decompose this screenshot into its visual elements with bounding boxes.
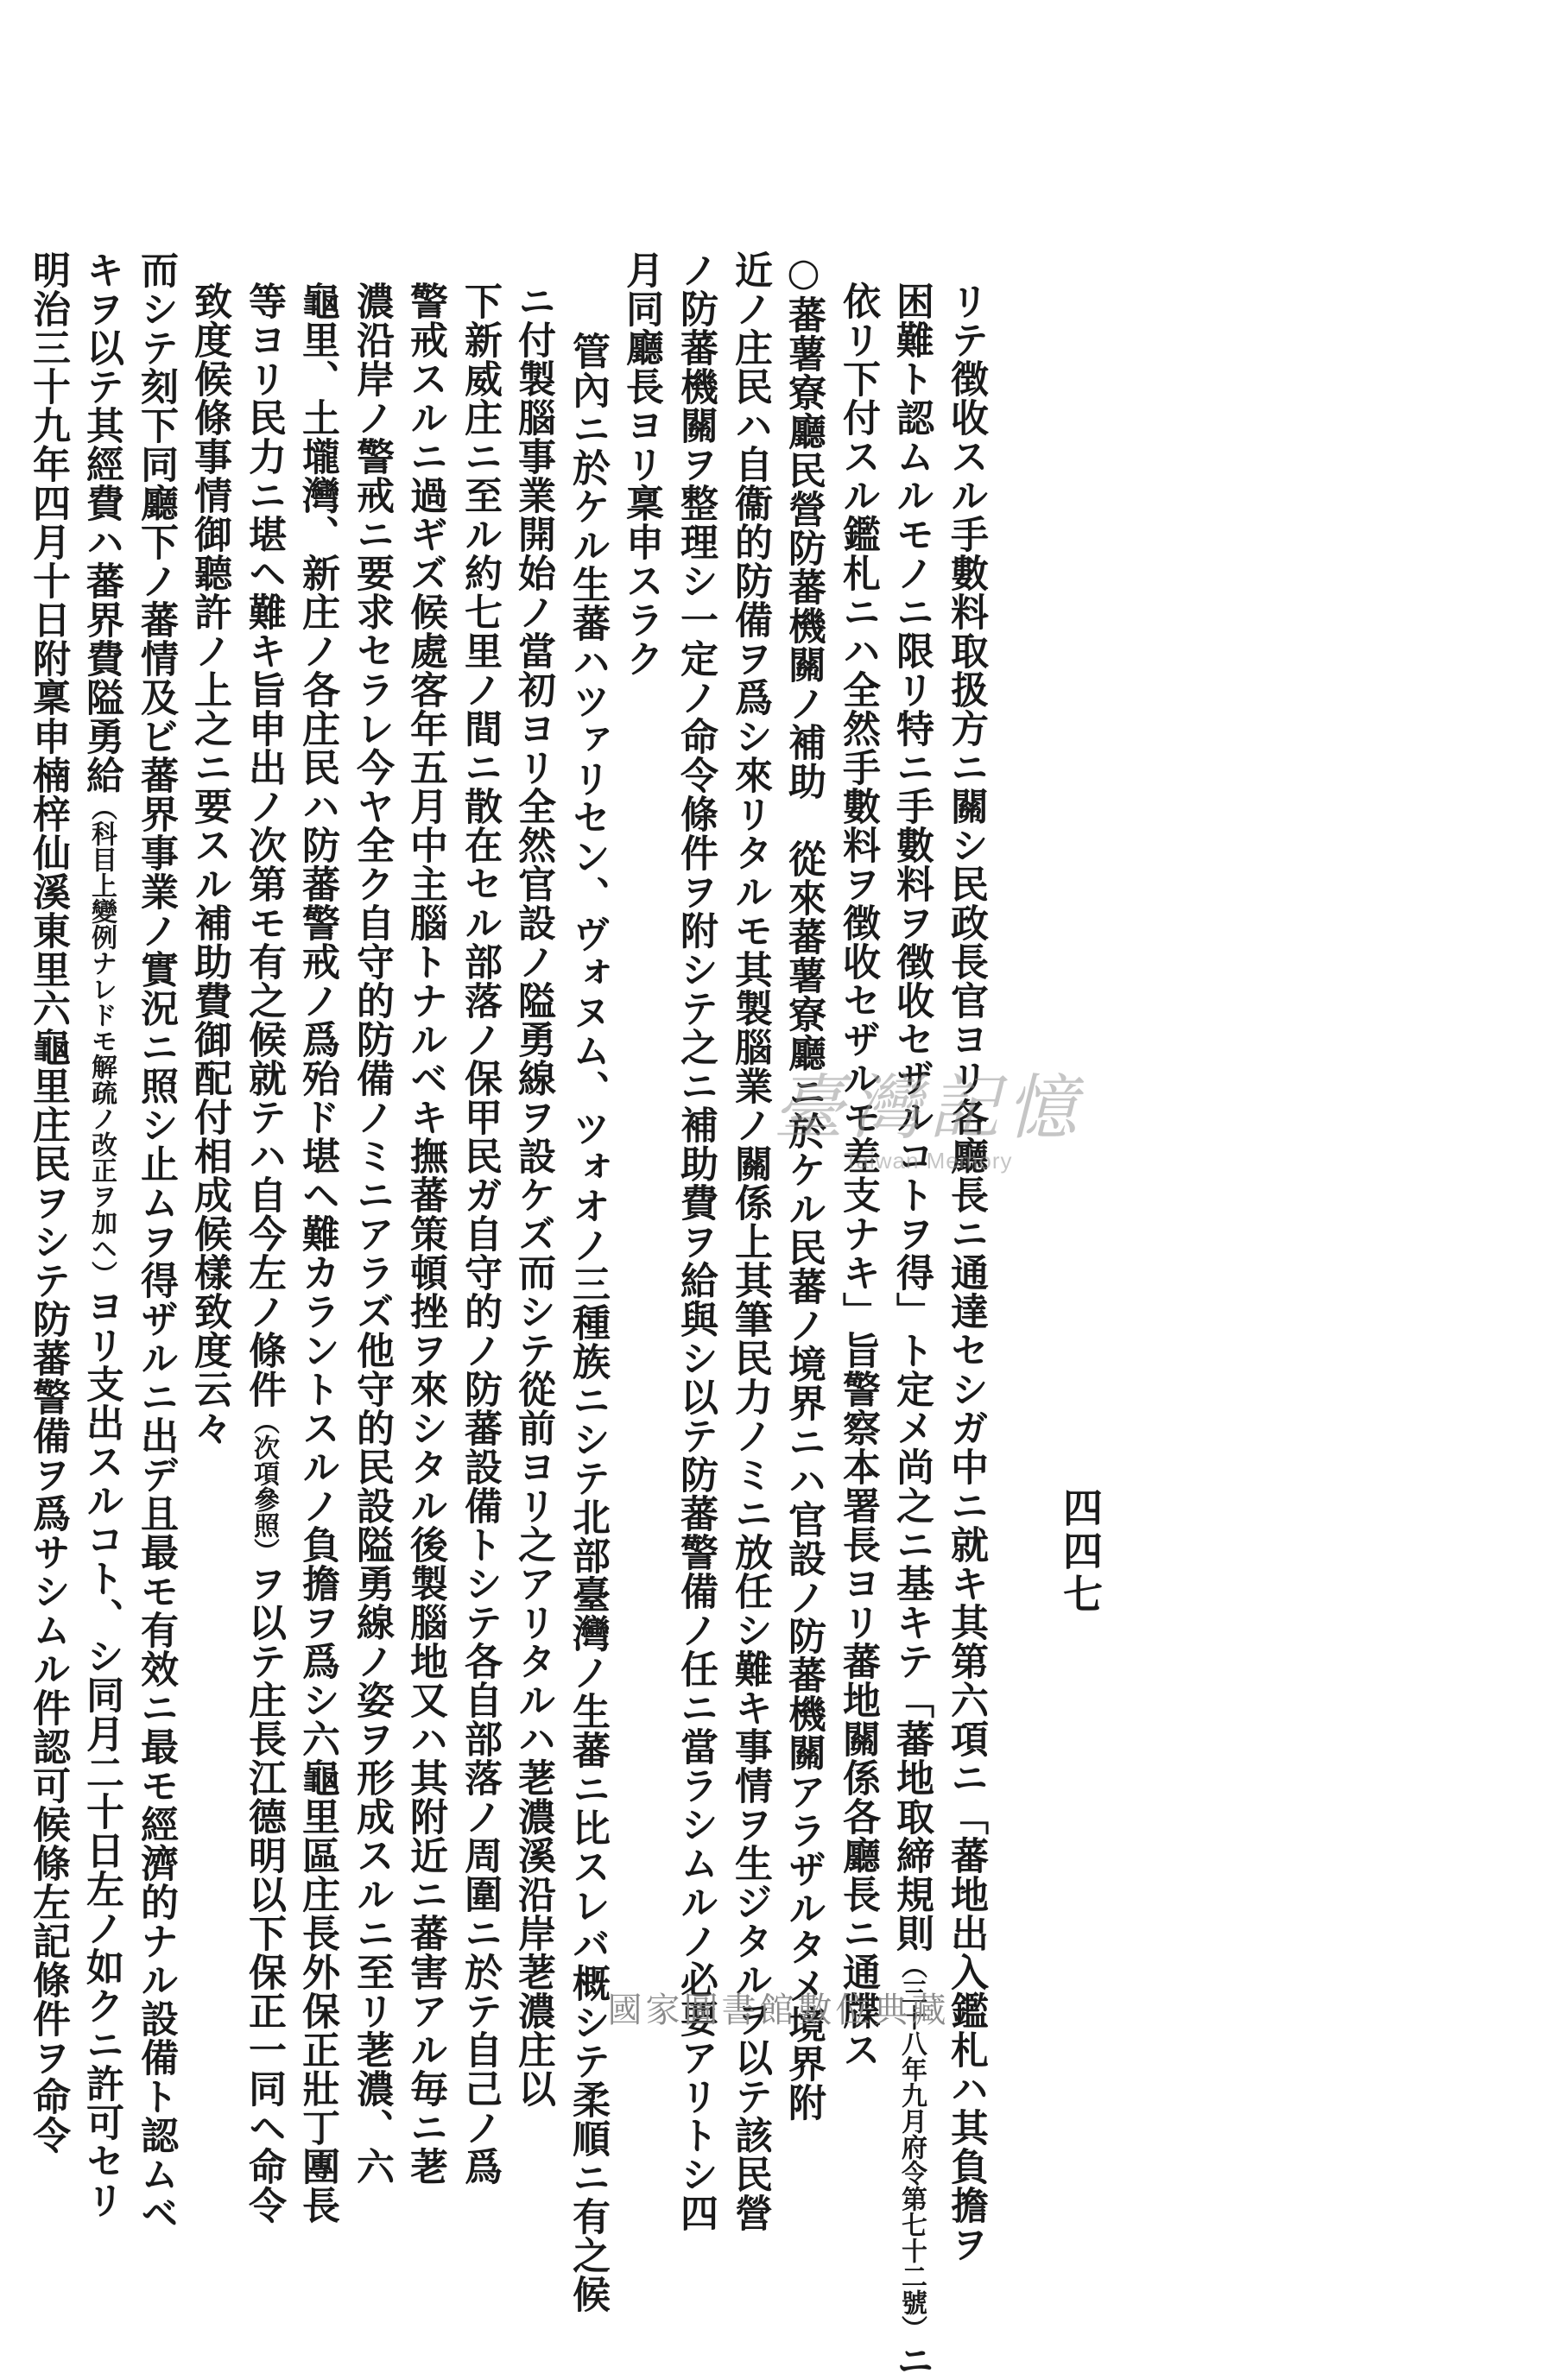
column-text: 致度候條事情御聽許ノ上之ニ要スル補助費御配付相成候樣致度云々 xyxy=(187,282,231,1447)
text-column-6 xyxy=(674,250,718,2232)
text-column-1 xyxy=(944,282,988,2263)
inline-note: （科目上變例ナレドモ解疏ノ改正ヲ加ヘ） xyxy=(86,794,117,1287)
column-text-tail: 從來蕃薯寮廳ニ於ケル民蕃ノ境界ニハ官設ノ防蕃機關アラザルタメ境界附 xyxy=(782,801,826,2122)
watermark-main-text: 臺灣記憶 xyxy=(773,1067,1084,1149)
text-column-12 xyxy=(350,282,394,2186)
column-text: 等ヨリ民力ニ堪ヘ難キ旨申出ノ次第モ有之候就テハ自今左ノ條件 xyxy=(242,282,286,1408)
column-text: 龜里、土壠灣、新庄ノ各庄民ハ防蕃警戒ノ爲殆ド堪ヘ難カラントスルノ負擔ヲ爲シ六龜里區庄長外保正壯丁團長 xyxy=(295,282,339,2225)
column-text: 月同廳長ヨリ稟申スラク xyxy=(619,250,663,678)
text-column-7 xyxy=(619,250,663,678)
column-text: 濃沿岸ノ警戒ニ要求セラレ今ヤ全ク自守的防備ノミニアラズ他守的民設隘勇線ノ姿ヲ形成スルニ至リ荖濃、六 xyxy=(350,282,394,2186)
column-text: 明治三十九年四月十日附稟申楠梓仙溪東里六龜里庄民ヲシテ防蕃警備ヲ爲サシムル件認可候條左記條件ヲ命令 xyxy=(26,250,70,2155)
text-column-2 xyxy=(889,282,934,2380)
column-text: 近ノ庄民ハ自衞的防備ヲ爲シ來リタルモ其製腦業ノ關係上其筆民力ノミニ放任シ難キ事情ヲ生ジタルヲ以テ該民營 xyxy=(728,250,772,2232)
inline-note: （三十八年九月府令第七十二號） xyxy=(896,1953,927,2341)
column-text: 管內ニ於ケル生蕃ハツァリセン、ヴォヌム、ツォオノ三種族ニシテ北部臺灣ノ生蕃ニ比スレバ概シテ柔順ニ有之候 xyxy=(566,332,610,2314)
text-column-13 xyxy=(295,282,339,2225)
column-text-tail: ニ xyxy=(889,2341,934,2380)
text-column-11 xyxy=(403,282,447,2186)
section-heading: ○蕃薯寮廳民營防蕃機關ノ補助 xyxy=(782,250,826,801)
section-heading-column xyxy=(782,250,826,2122)
text-column-9 xyxy=(511,282,555,2108)
text-column-16 xyxy=(134,250,178,2232)
text-column-18 xyxy=(26,250,70,2155)
page-number: 四四七 xyxy=(1057,1487,1104,1617)
column-text: リテ徴收スル手數料取扱方ニ關シ民政長官ヨリ各廳長ニ通達セシガ中ニ就キ其第六項ニ「蕃地出入鑑札ハ其負擔ヲ xyxy=(944,282,988,2263)
column-text: 困難ト認ムルモノニ限リ特ニ手數料ヲ徴收セザルコトヲ得」ト定メ尚之ニ基キテ「蕃地取締規則 xyxy=(889,282,934,1953)
column-text-tail: ヨリ支出スルコト、シ同月二十日左ノ如クニ許可セリ xyxy=(79,1287,123,2219)
text-column-5 xyxy=(728,250,772,2232)
column-text: 警戒スルニ過ギズ候處客年五月中主腦トナルベキ撫蕃策頓挫ヲ來シタル後製腦地又ハ其附近ニ蕃害アル毎ニ荖 xyxy=(403,282,447,2186)
text-column-3 xyxy=(836,282,880,2069)
text-column-15 xyxy=(187,282,231,1447)
text-column-10 xyxy=(458,282,502,2186)
column-text: 依リ下付スル鑑札ニハ全然手數料ヲ徴收セザルモ差支ナキ」旨警察本署長ヨリ蕃地關係各廳長ニ通牒ス xyxy=(836,282,880,2069)
column-text: ニ付製腦事業開始ノ當初ヨリ全然官設ノ隘勇線ヲ設ケズ而シテ從前ヨリ之アリタルハ荖濃溪沿岸荖濃庄以 xyxy=(511,282,555,2108)
column-text-tail: ヲ以テ庄長江德明以下保正一同ヘ命令 xyxy=(242,1564,286,2225)
footer-credit: 國家圖書館數位典藏 xyxy=(607,1991,950,2030)
text-column-14 xyxy=(242,282,286,2225)
column-text: ノ防蕃機關ヲ整理シ一定ノ命令條件ヲ附シテ之ニ補助費ヲ給與シ以テ防蕃警備ノ任ニ當ラシムルノ必要アリトシ四 xyxy=(674,250,718,2232)
column-text: 而シテ刻下同廳下ノ蕃情及ビ蕃界事業ノ實況ニ照シ止ムヲ得ザルニ出デ且最モ有效ニ最モ經濟的ナル設備ト認ムベ xyxy=(134,250,178,2232)
inline-note: （次項參照） xyxy=(249,1408,279,1564)
watermark-sub-text: Taiwan Memory xyxy=(844,1148,1013,1174)
column-text: キヲ以テ其經費ハ蕃界費隘勇給 xyxy=(79,250,123,794)
column-text: 下新威庄ニ至ル約七里ノ間ニ散在セル部落ノ保甲民ガ自守的ノ防蕃設備トシテ各自部落ノ周圍ニ於テ自己ノ爲 xyxy=(458,282,502,2186)
text-column-17 xyxy=(79,250,123,2219)
